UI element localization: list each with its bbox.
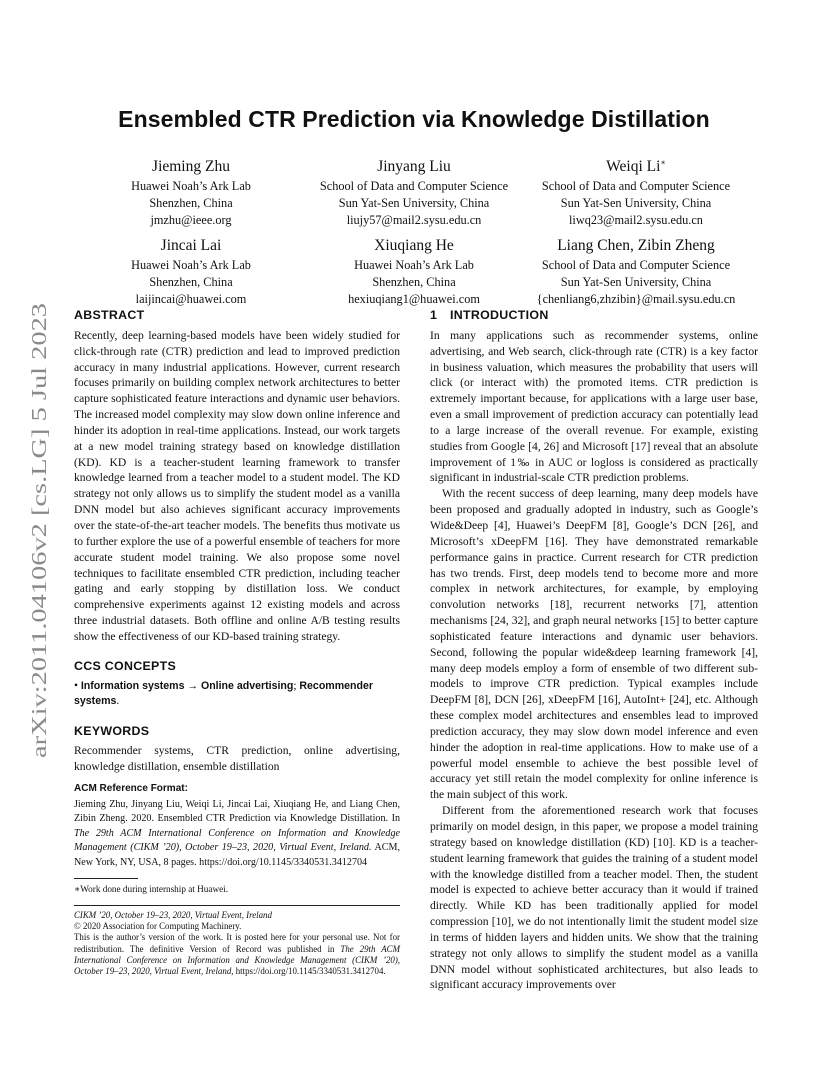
author-name: Jieming Zhu	[152, 158, 230, 176]
arxiv-stamp	[18, 300, 54, 760]
intro-paragraph: Different from the aforementioned research work that focuses primarily on model design, in this paper, we propose a model training strategy based on knowledge distillation (KD) [10]. KD is a teacher-student learning framework that guides the training of a student model with the knowledge distilled from a teacher model. Then, the student model is expected to achieve better accuracy than it would if trained directly. While KD has been traditionally applied for model compression [10], we do not intentionally limit the student model size in terms of hidden layers and hidden units. We show that the training strategy not only allows to simplify the student model as a vanilla DNN model without sophisticated architectures, but also leads to significant accuracy improvements over	[430, 804, 758, 992]
author-email: liwq23@mail2.sysu.edu.cn	[569, 213, 703, 228]
author-email: hexiuqiang1@huawei.com	[348, 292, 480, 307]
author-email: liujy57@mail2.sysu.edu.cn	[346, 213, 482, 228]
keywords-heading: KEYWORDS	[74, 723, 150, 738]
author-affiliation: Huawei Noah’s Ark Lab	[354, 258, 474, 273]
abstract-text: Recently, deep learning-based models have been widely studied for click-through rate (CTR) prediction and lead to improved prediction accuracy in many industrial applications. However, current research focuses primarily on building complex network architectures to better capture sophisticated feature interactions and dynamic user behaviors. The increased model complexity may slow down online inference and hinder its adoption in real-time applications. Instead, our work targets at a new model training strategy based on knowledge distillation (KD). KD is a teacher-student learning framework to transfer knowledge learned from a teacher model to a student model. The KD strategy not only allows us to simplify the student model as a vanilla DNN model but also achieves significant accuracy improvements over the state-of-the-art teacher models. The benefits thus motivate us to further explore the use of a powerful ensemble of teachers for more accurate student model training. We also propose some novel techniques to facilitate ensembled CTR prediction, including teacher gating and early stopping by distillation loss. We conduct comprehensive experiments against 12 existing models and across three industrial datasets. Both offline and online A/B testing results show the effectiveness of our KD-based training strategy.	[74, 328, 400, 643]
cikm-rule	[74, 905, 400, 906]
author-name: Jincai Lai	[160, 237, 222, 255]
author-block	[516, 152, 756, 229]
author-block	[294, 231, 534, 308]
author-block	[516, 231, 756, 308]
paper-title: Ensembled CTR Prediction via Knowledge Distillation	[118, 106, 710, 132]
acm-ref-heading: ACM Reference Format:	[74, 783, 188, 795]
author-email: laijincai@huawei.com	[135, 292, 247, 307]
intro-paragraph: With the recent success of deep learning, many deep models have been proposed and gradually adopted in industry, such as Google’s Wide&Deep [4], Huawei’s DeepFM [8], Google’s DCN [26], and Microsoft’s xDeepFM [16]. They have demonstrated remarkable performance gains in practice. Current research for CTR prediction has two trends. First, deep models tend to become more and more complex in network architectures, for example, by employing convolution networks [18], recurrent networks [7], attention mechanisms [24, 32], and graph neural networks [15] to better capture sophisticated feature interactions and dynamic user behaviors. Second, following the popular wide&deep learning framework [4], many deep models employ a form of ensemble of two different sub-models to improve CTR prediction. Typical examples include DeepFM [8], DCN [26], xDeepFM [16], AutoInt+ [24], etc. Although these complex model architectures and ensembles lead to improved prediction accuracy, they may slow down model inference and even hinder the adoption in real-time applications. How to make use of a powerful model ensemble to achieve the best possible level of accuracy yet still retain the model complexity for online inference is the main subject of this work.	[430, 487, 758, 802]
acm-ref-text: Jieming Zhu, Jinyang Liu, Weiqi Li, Jincai Lai, Xiuqiang He, and Liang Chen, Zibin Zheng. 2020. Ensembled CTR Prediction via Knowledge Distillation. In The 29th ACM International Conference on Information and Knowledge Management (CIKM ’20), October 19–23, 2020, Virtual Event, Ireland. ACM, New York, NY, USA, 8 pages. https://doi.org/10.1145/3340531.3412704	[74, 798, 400, 868]
author-email: {chenliang6,zhzibin}@mail.sysu.edu.cn	[536, 292, 736, 307]
keywords-text: Recommender systems, CTR prediction, online advertising, knowledge distillation, ensemble distillation	[74, 744, 400, 774]
author-affiliation: Sun Yat-Sen University, China	[338, 196, 490, 211]
author-name: Weiqi Li∗	[606, 158, 666, 176]
ccs-heading: CCS CONCEPTS	[74, 658, 177, 673]
footnote-rule	[74, 878, 138, 879]
author-name: Xiuqiang He	[374, 237, 454, 255]
abstract-heading: ABSTRACT	[74, 308, 145, 322]
author-affiliation: Sun Yat-Sen University, China	[560, 275, 712, 290]
author-affiliation: School of Data and Computer Science	[541, 179, 731, 194]
author-affiliation: Huawei Noah’s Ark Lab	[131, 258, 251, 273]
author-affiliation: Shenzhen, China	[372, 275, 456, 290]
cikm-copyright: © 2020 Association for Computing Machinery.	[74, 921, 242, 932]
author-affiliation: School of Data and Computer Science	[319, 179, 509, 194]
footnote: ∗Work done during internship at Huawei.	[74, 883, 229, 894]
ccs-concepts: • Information systems → Online advertising; Recommender systems.	[74, 679, 373, 708]
author-name: Liang Chen, Zibin Zheng	[557, 237, 715, 255]
author-block	[294, 152, 534, 229]
left-column	[74, 308, 400, 977]
arxiv-stamp-text: arXiv:2011.04106v2 [cs.LG] 5 Jul 2023	[27, 413, 51, 758]
intro-heading: 1 INTRODUCTION	[430, 308, 549, 322]
cikm-notice: This is the author’s version of the work. It is posted here for your personal use. Not for redistribution. The definitive Version of Record was published in The 29th ACM International Conference on Information and Knowledge Management (CIKM ’20), October 19–23, 2020, Virtual Event, Ireland, https://doi.org/10.1145/3340531.3412704.	[74, 932, 400, 976]
author-email: jmzhu@ieee.org	[150, 213, 232, 228]
author-block	[71, 152, 311, 229]
author-affiliation: Huawei Noah’s Ark Lab	[131, 179, 251, 194]
intro-paragraph: In many applications such as recommender systems, online advertising, and Web search, click-through rate (CTR) is a key factor in business valuation, which measures the probability that users will click (or interact with) the promoted items. CTR prediction is extremely important because, for applications with a large user base, even a small improvement of prediction accuracy can potentially lead to a large increase of the overall revenue. For example, existing studies from Google [4, 26] and Microsoft [17] reveal that an absolute improvement of 1‰ in AUC or logloss is considered as practically significant in industrial-scale CTR prediction problems.	[430, 328, 758, 485]
author-affiliation: Shenzhen, China	[149, 196, 233, 211]
author-affiliation: Shenzhen, China	[149, 275, 233, 290]
author-affiliation: School of Data and Computer Science	[541, 258, 731, 273]
author-affiliation: Sun Yat-Sen University, China	[560, 196, 712, 211]
right-column	[430, 308, 758, 993]
cikm-venue: CIKM ’20, October 19–23, 2020, Virtual Event, Ireland	[74, 909, 272, 920]
author-name: Jinyang Liu	[377, 158, 451, 176]
author-block	[71, 231, 311, 308]
